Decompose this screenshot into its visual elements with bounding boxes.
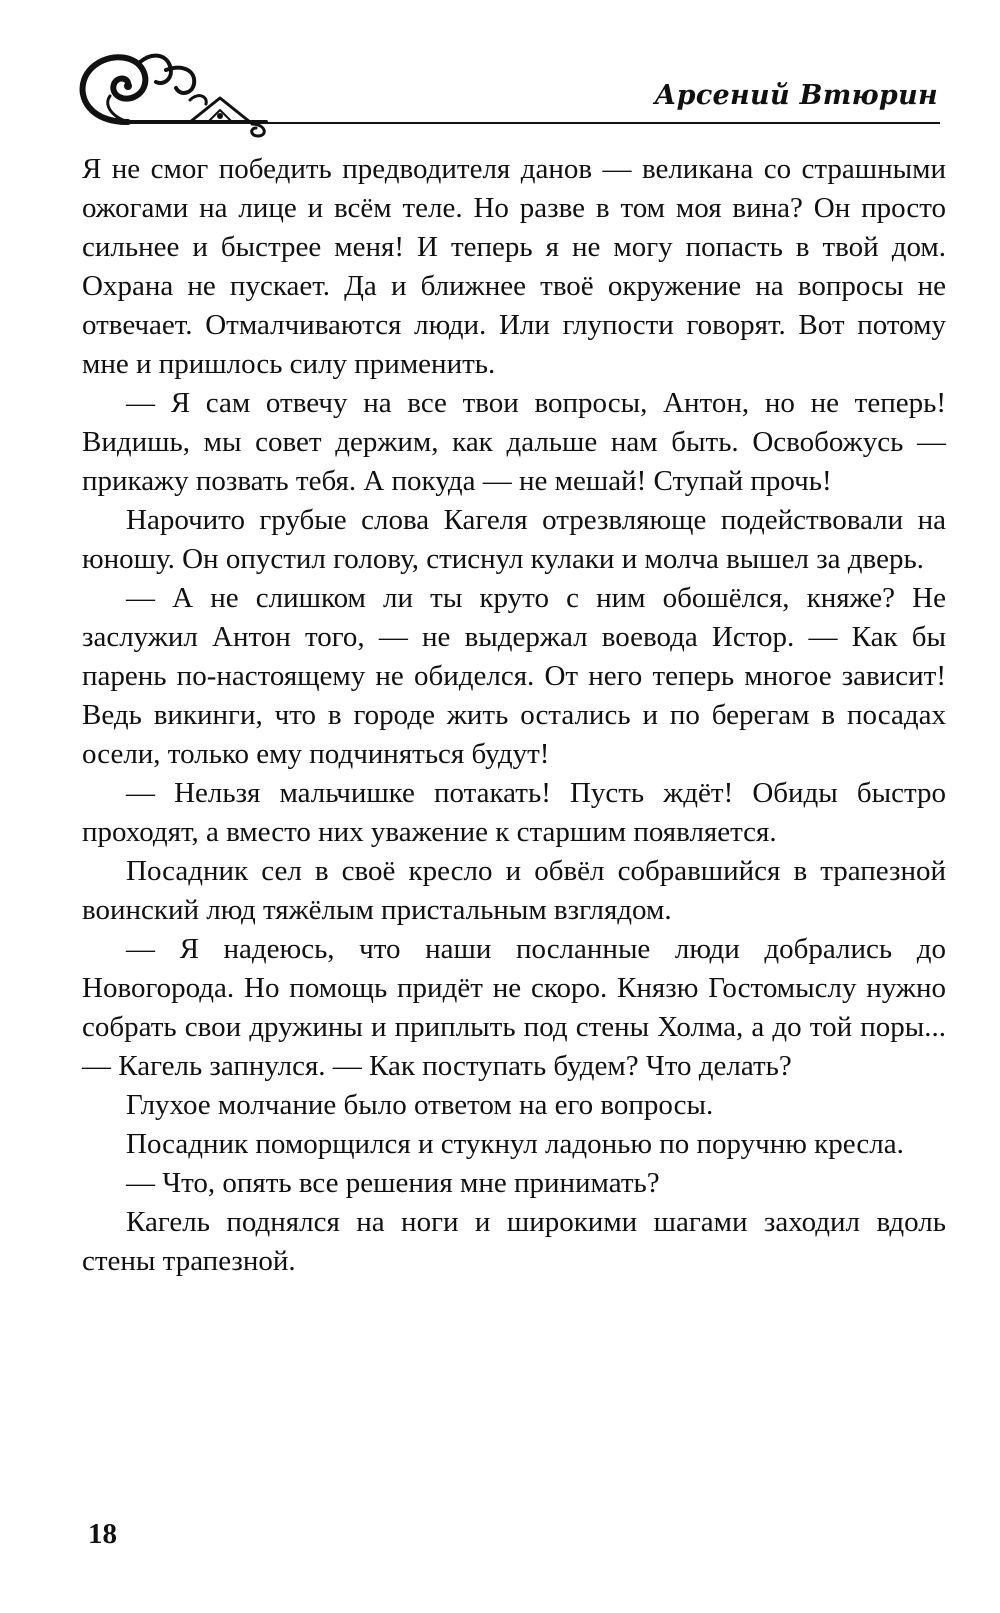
header-ornament-icon — [70, 40, 270, 140]
header-rule — [228, 122, 940, 124]
paragraph: — Нельзя мальчишке потакать! Пусть ждёт! Обиды быстро проходят, а вместо них уважение к старшим появляется. — [82, 777, 946, 848]
paragraph: Посадник поморщился и стукнул ладонью по поручню кресла. — [126, 1128, 904, 1160]
body-text — [82, 150, 946, 1281]
paragraph: — Что, опять все решения мне принимать? — [126, 1167, 660, 1199]
paragraph: — А не слишком ли ты круто с ним обошёлся, княже? Не заслужил Антон того, — не выдержал воевода Истор. — Как бы парень по-настоящему не обиделся. От него теперь многое зависит! Ведь викинги, что в городе жить остались и по берегам в посадах осели, только ему подчиняться будут! — [82, 582, 946, 770]
paragraph: Нарочито грубые слова Кагеля отрезвляюще подействовали на юношу. Он опустил голову, стиснул кулаки и молча вышел за дверь. — [82, 504, 946, 575]
paragraph: Я не смог победить предводителя данов — великана со страшными ожогами на лице и всём теле. Но разве в том моя вина? Он просто сильнее и быстрее меня! И теперь я не могу попасть в твой дом. Охрана не пускает. Да и ближнее твоё окружение на вопросы не отвечает. Отмалчиваются люди. Или глупости говорят. Вот потому мне и пришлось силу применить. — [82, 153, 946, 380]
paragraph: Кагель поднялся на ноги и широкими шагами заходил вдоль стены трапезной. — [82, 1206, 946, 1277]
running-head-author: Арсений Втюрин — [654, 80, 938, 111]
paragraph: Глухое молчание было ответом на его вопросы. — [126, 1089, 714, 1121]
page-number: 18 — [88, 1518, 117, 1550]
paragraph: — Я сам отвечу на все твои вопросы, Антон, но не теперь! Видишь, мы совет держим, как дальше нам быть. Освобожусь — прикажу позвать тебя. А покуда — не мешай! Ступай прочь! — [82, 387, 946, 497]
paragraph: — Я надеюсь, что наши посланные люди добрались до Новогорода. Но помощь придёт не скоро. Князю Гостомыслу нужно собрать свои дружины и приплыть под стены Холма, а до той поры... — Кагель запнулся. — Как поступать будем? Что делать? — [82, 933, 946, 1082]
paragraph: Посадник сел в своё кресло и обвёл собравшийся в трапезной воинский люд тяжёлым пристальным взглядом. — [82, 855, 946, 926]
